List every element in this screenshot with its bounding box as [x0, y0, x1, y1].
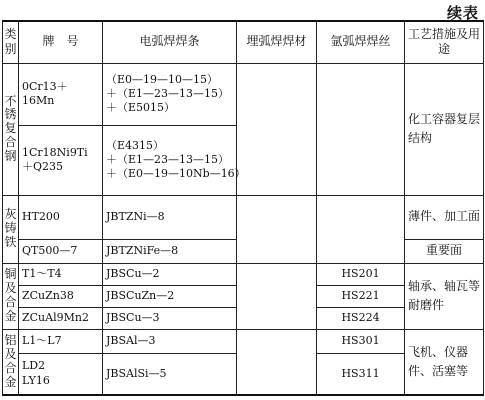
rod-cell: JBSAl—3 — [103, 329, 237, 353]
rod-cell: （E0—19—10—15） ＋（E1—23—13—15） ＋（E5015） — [103, 63, 237, 125]
wire-cell — [317, 195, 405, 263]
submerged-cell — [237, 63, 317, 195]
submerged-cell — [237, 195, 317, 263]
wire-cell: HS224 — [317, 307, 405, 329]
grade-cell: QT500—7 — [19, 239, 103, 263]
rod-cell: JBTZNiFe—8 — [103, 239, 237, 263]
header-argon-wire: 氩弧焊焊丝 — [317, 21, 405, 63]
rod-cell: JBTZNi—8 — [103, 195, 237, 239]
rod-cell: JBSCu—2 — [103, 263, 237, 285]
grade-cell: LD2 LY16 — [19, 353, 103, 395]
grade-cell: L1～L7 — [19, 329, 103, 353]
header-submerged-arc: 埋弧焊焊材 — [237, 21, 317, 63]
category-copper-alloys: 铜 及 合 金 — [3, 263, 19, 329]
table-row — [3, 329, 484, 353]
rod-cell: JBSAlSi—5 — [103, 353, 237, 395]
process-cell: 化工容器复层结构 — [405, 63, 484, 195]
category-stainless-clad: 不 锈 复 合 钢 — [3, 63, 19, 195]
wire-cell: HS221 — [317, 285, 405, 307]
rod-cell: JBSCu—3 — [103, 307, 237, 329]
category-aluminum-alloys: 铝 及 合 金 — [3, 329, 19, 395]
continued-table-label: 续表 — [446, 4, 479, 22]
process-cell: 薄件、加工面 — [405, 195, 484, 239]
header-row — [3, 21, 484, 63]
rod-cell: （E4315） ＋（E1—23—13—15） ＋（E0—19—10Nb—16） — [103, 125, 237, 195]
header-arc-rod: 电弧焊焊条 — [103, 21, 237, 63]
submerged-cell — [237, 263, 317, 329]
table-row — [3, 195, 484, 239]
category-gray-cast-iron: 灰 铸 铁 — [3, 195, 19, 263]
process-cell: 轴承、轴瓦等耐磨件 — [405, 263, 484, 329]
welding-materials-table — [2, 20, 484, 396]
table-row — [3, 63, 484, 125]
process-cell: 飞机、仪器件、活塞等 — [405, 329, 484, 395]
rod-cell: JBSCuZn—2 — [103, 285, 237, 307]
grade-cell: 0Cr13＋16Mn — [19, 63, 103, 125]
grade-cell: HT200 — [19, 195, 103, 239]
process-cell: 重要面 — [405, 239, 484, 263]
submerged-cell — [237, 329, 317, 395]
wire-cell: HS201 — [317, 263, 405, 285]
header-process: 工艺措施及用途 — [405, 21, 484, 63]
wire-cell: HS311 — [317, 353, 405, 395]
wire-cell: HS301 — [317, 329, 405, 353]
grade-cell: ZCuAl9Mn2 — [19, 307, 103, 329]
grade-cell: T1～T4 — [19, 263, 103, 285]
header-category: 类 别 — [3, 21, 19, 63]
header-grade: 牌 号 — [19, 21, 103, 63]
grade-cell: ZCuZn38 — [19, 285, 103, 307]
table-row — [3, 263, 484, 285]
wire-cell — [317, 63, 405, 195]
grade-cell: 1Cr18Ni9Ti ＋Q235 — [19, 125, 103, 195]
